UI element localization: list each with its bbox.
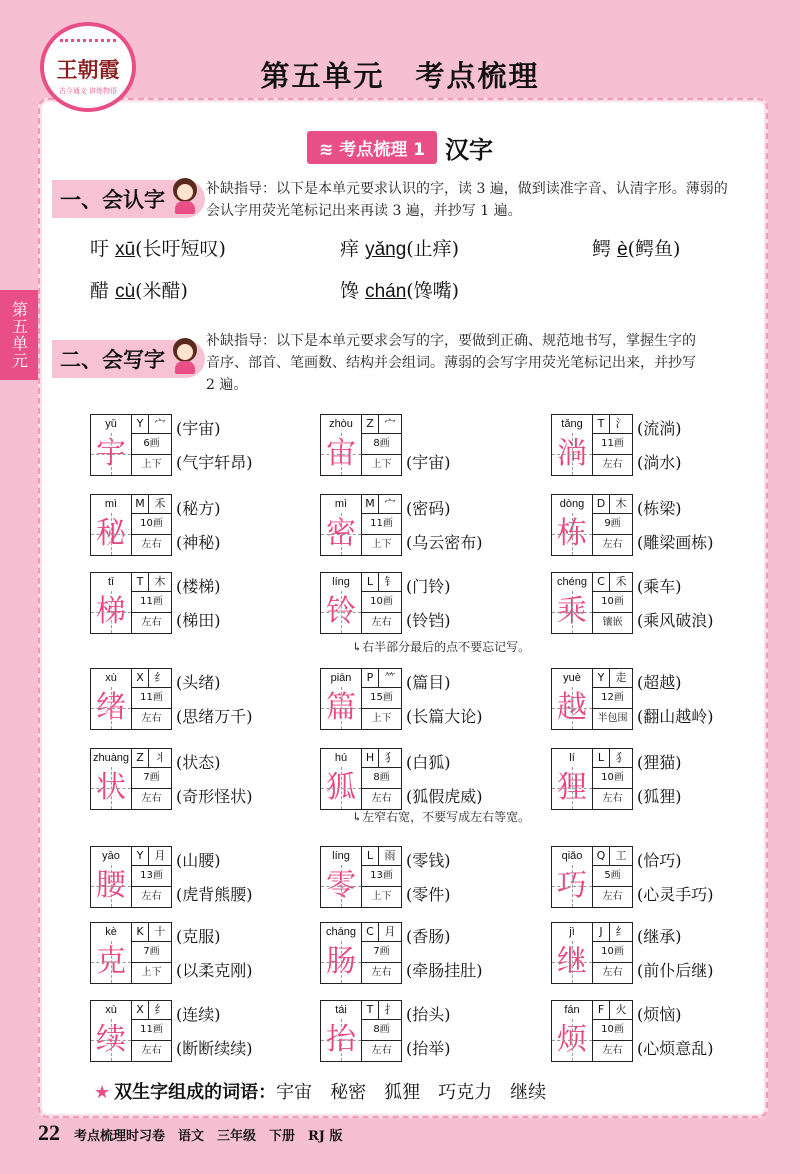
char-pinyin: líng <box>321 573 362 591</box>
rec-char: 醋 <box>90 280 110 302</box>
char-pinyin: dòng <box>552 495 593 513</box>
stroke-count: 11画 <box>132 687 171 709</box>
stroke-count: 13画 <box>362 865 401 887</box>
write-card <box>90 846 280 908</box>
char-initial: J <box>593 923 610 941</box>
write-card <box>320 1000 510 1062</box>
char-grid-box <box>320 748 402 810</box>
char-structure: 左右 <box>141 539 162 550</box>
char-radical: 纟 <box>154 671 166 684</box>
char-radical: 月 <box>384 925 396 938</box>
char-grid-box <box>320 922 402 984</box>
char-glyph: 烦 <box>552 1019 593 1061</box>
char-glyph: 梯 <box>91 591 132 633</box>
stroke-count: 11画 <box>362 513 401 535</box>
char-grid-box <box>320 572 402 634</box>
word-2: (梯田) <box>176 611 221 630</box>
char-glyph: 狸 <box>552 767 593 809</box>
tip-note: ↳左窄右宽，不要写成左右等宽。 <box>352 810 531 824</box>
word-2: (雕梁画栋) <box>637 533 714 552</box>
char-grid-box <box>551 748 633 810</box>
char-grid-box <box>90 1000 172 1062</box>
write-card <box>551 668 741 730</box>
recognize-item <box>90 234 226 261</box>
char-initial: K <box>132 923 149 941</box>
char-pinyin: chéng <box>552 573 593 591</box>
char-initial: Y <box>132 847 149 865</box>
stroke-count: 5画 <box>593 865 632 887</box>
write-card <box>320 414 510 476</box>
write-card <box>90 494 280 556</box>
word-1: (烦恼) <box>637 1005 682 1024</box>
word-2: (抬举) <box>406 1039 451 1058</box>
char-grid-box <box>90 668 172 730</box>
char-glyph: 克 <box>91 941 132 983</box>
char-initial: C <box>362 923 379 941</box>
logo-name: 王朝霞 <box>56 56 120 82</box>
word-2: (前仆后继) <box>637 961 714 980</box>
word-2: (长篇大论) <box>406 707 483 726</box>
char-pinyin: mì <box>91 495 132 513</box>
char-initial: Z <box>132 749 149 767</box>
write-card <box>551 748 741 810</box>
char-structure: 上下 <box>371 713 392 724</box>
side-tab: 第五单元 <box>0 290 38 380</box>
rec-char: 鳄 <box>592 238 612 260</box>
logo-sub: 古今通义 讲练物语 <box>58 86 118 95</box>
rec-pinyin: è <box>617 239 628 260</box>
char-pinyin: jì <box>552 923 593 941</box>
word-2: (断断续续) <box>176 1039 253 1058</box>
char-grid-box <box>320 1000 402 1062</box>
char-radical: 工 <box>615 849 627 862</box>
char-grid-box <box>90 414 172 476</box>
char-radical: 钅 <box>384 575 396 588</box>
page-footer <box>38 1120 342 1146</box>
char-structure: 左右 <box>602 539 623 550</box>
word-1: (克服) <box>176 927 221 946</box>
char-radical: 丬 <box>154 751 166 764</box>
word-2: (零件) <box>406 885 451 904</box>
char-radical: 宀 <box>154 417 166 430</box>
char-radical: 氵 <box>615 417 627 430</box>
word-2: (牵肠挂肚) <box>406 961 483 980</box>
word-2: (奇形怪状) <box>176 787 253 806</box>
char-pinyin: yǔ <box>91 415 132 433</box>
char-glyph: 续 <box>91 1019 132 1061</box>
char-initial: T <box>362 1001 379 1019</box>
stroke-count: 10画 <box>362 591 401 613</box>
char-glyph: 状 <box>91 767 132 809</box>
word-1: (头绪) <box>176 673 221 692</box>
word-1: (香肠) <box>406 927 451 946</box>
char-radical: 扌 <box>384 1003 396 1016</box>
char-grid-box <box>320 846 402 908</box>
char-pinyin: kè <box>91 923 132 941</box>
write-tag: 二、会写字 <box>52 340 205 378</box>
write-card <box>90 414 280 476</box>
char-initial: X <box>132 1001 149 1019</box>
char-pinyin: líng <box>321 847 362 865</box>
section-badge: ≋ 考点梳理 1 <box>307 131 437 164</box>
char-initial: Y <box>132 415 149 433</box>
char-pinyin: lí <box>552 749 593 767</box>
rec-word: (长吁短叹) <box>135 238 226 260</box>
char-structure: 上下 <box>141 459 162 470</box>
star-icon: ★ <box>94 1082 111 1103</box>
char-grid-box <box>551 1000 633 1062</box>
char-pinyin: zhòu <box>321 415 362 433</box>
word-1: (乘车) <box>637 577 682 596</box>
char-structure: 左右 <box>141 1045 162 1056</box>
footer-text: 考点梳理时习卷 语文 三年级 下册 RJ 版 <box>74 1129 343 1144</box>
recognize-item <box>340 234 459 261</box>
char-glyph: 腰 <box>91 865 132 907</box>
write-card <box>320 572 510 634</box>
char-structure: 镶嵌 <box>602 617 623 628</box>
char-radical: 火 <box>615 1003 627 1016</box>
write-card <box>551 1000 741 1062</box>
char-initial: Z <box>362 415 379 433</box>
word-2: (气宇轩昂) <box>176 453 253 472</box>
word-2: (翻山越岭) <box>637 707 714 726</box>
word-1: (密码) <box>406 499 451 518</box>
char-structure: 左右 <box>141 891 162 902</box>
char-structure: 上下 <box>371 459 392 470</box>
stroke-count: 10画 <box>593 591 632 613</box>
char-structure: 左右 <box>602 793 623 804</box>
recognize-item <box>90 276 188 303</box>
word-1: (山腰) <box>176 851 221 870</box>
write-card <box>320 922 510 984</box>
char-structure: 左右 <box>141 617 162 628</box>
rec-char: 馋 <box>340 280 360 302</box>
char-pinyin: qiǎo <box>552 847 593 865</box>
stroke-count: 10画 <box>132 513 171 535</box>
char-pinyin: zhuàng <box>91 749 132 767</box>
char-structure: 半包围 <box>597 713 628 724</box>
word-1: (篇目) <box>406 673 451 692</box>
stroke-count: 9画 <box>593 513 632 535</box>
char-structure: 左右 <box>371 1045 392 1056</box>
char-grid-box <box>551 572 633 634</box>
char-structure: 左右 <box>602 967 623 978</box>
char-radical: 禾 <box>615 575 627 588</box>
char-structure: 左右 <box>602 1045 623 1056</box>
char-glyph: 零 <box>321 865 362 907</box>
char-glyph: 淌 <box>552 433 593 475</box>
write-card <box>551 922 741 984</box>
recognize-tag: 一、会认字 <box>52 180 205 218</box>
char-grid-box <box>551 414 633 476</box>
char-initial: M <box>132 495 149 513</box>
char-radical: 宀 <box>384 497 396 510</box>
stroke-count: 15画 <box>362 687 401 709</box>
stroke-count: 7画 <box>132 941 171 963</box>
word-1: (栋梁) <box>637 499 682 518</box>
stroke-count: 11画 <box>132 591 171 613</box>
word-2: (心灵手巧) <box>637 885 714 904</box>
word-2: (铃铛) <box>406 611 451 630</box>
char-glyph: 绪 <box>91 687 132 729</box>
girl-icon <box>170 338 200 374</box>
char-glyph: 铃 <box>321 591 362 633</box>
char-glyph: 继 <box>552 941 593 983</box>
stroke-count: 7画 <box>132 767 171 789</box>
char-glyph: 栋 <box>552 513 593 555</box>
char-structure: 左右 <box>371 617 392 628</box>
word-2: (以柔克刚) <box>176 961 253 980</box>
page-title: 第五单元 考点梳理 <box>260 59 540 93</box>
recognize-note: 补缺指导：以下是本单元要求认识的字，读 3 遍，做到读准字音、认清字形。薄弱的 会认字用荧光笔标记出来再读 3 遍，并抄写 1 遍。 <box>206 181 728 219</box>
char-initial: Y <box>593 669 610 687</box>
char-grid-box <box>320 668 402 730</box>
word-1: (零钱) <box>406 851 451 870</box>
char-pinyin: hú <box>321 749 362 767</box>
char-pinyin: yuè <box>552 669 593 687</box>
stroke-count: 11画 <box>132 1019 171 1041</box>
char-pinyin: mì <box>321 495 362 513</box>
char-structure: 左右 <box>141 793 162 804</box>
stroke-count: 8画 <box>362 1019 401 1041</box>
char-structure: 左右 <box>602 459 623 470</box>
page-number: 22 <box>38 1120 60 1145</box>
char-radical: 宀 <box>384 417 396 430</box>
word-2: (宇宙) <box>406 453 451 472</box>
stroke-count: 13画 <box>132 865 171 887</box>
tip-note: ↳右半部分最后的点不要忘记写。 <box>352 640 531 654</box>
char-initial: P <box>362 669 379 687</box>
char-radical: 禾 <box>154 497 166 510</box>
char-pinyin: xù <box>91 669 132 687</box>
char-pinyin: tǎng <box>552 415 593 433</box>
char-grid-box <box>320 494 402 556</box>
char-glyph: 乘 <box>552 591 593 633</box>
char-glyph: 越 <box>552 687 593 729</box>
char-radical: 纟 <box>615 925 627 938</box>
rec-word: (鳄鱼) <box>627 238 681 260</box>
word-2: (心烦意乱) <box>637 1039 714 1058</box>
char-grid-box <box>551 494 633 556</box>
char-pinyin: piān <box>321 669 362 687</box>
char-glyph: 秘 <box>91 513 132 555</box>
rec-pinyin: cù <box>115 281 136 302</box>
char-structure: 左右 <box>602 891 623 902</box>
stroke-count: 10画 <box>593 1019 632 1041</box>
char-initial: L <box>362 573 379 591</box>
char-grid-box <box>90 846 172 908</box>
section-title: 汉字 <box>444 136 493 164</box>
char-radical: 月 <box>154 849 166 862</box>
write-card <box>90 668 280 730</box>
word-2: (淌水) <box>637 453 682 472</box>
char-glyph: 篇 <box>321 687 362 729</box>
char-initial: T <box>593 415 610 433</box>
char-grid-box <box>90 922 172 984</box>
char-structure: 左右 <box>371 793 392 804</box>
word-1: (流淌) <box>637 419 682 438</box>
word-1: (继承) <box>637 927 682 946</box>
char-structure: 上下 <box>371 539 392 550</box>
char-pinyin: cháng <box>321 923 362 941</box>
char-structure: 上下 <box>371 891 392 902</box>
write-card <box>551 572 741 634</box>
word-1: (状态) <box>176 753 221 772</box>
word-1: (秘方) <box>176 499 221 518</box>
write-card <box>90 1000 280 1062</box>
rec-char: 痒 <box>340 238 360 260</box>
word-2: (虎背熊腰) <box>176 885 253 904</box>
word-2: (神秘) <box>176 533 221 552</box>
char-initial: T <box>132 573 149 591</box>
char-initial: F <box>593 1001 610 1019</box>
rec-pinyin: chán <box>365 281 407 302</box>
word-1: (宇宙) <box>176 419 221 438</box>
char-pinyin: xù <box>91 1001 132 1019</box>
char-initial: X <box>132 669 149 687</box>
word-1: (恰巧) <box>637 851 682 870</box>
char-grid-box <box>90 572 172 634</box>
char-radical: 十 <box>154 925 166 938</box>
stroke-count: 12画 <box>593 687 632 709</box>
char-pinyin: yāo <box>91 847 132 865</box>
char-grid-box <box>90 494 172 556</box>
rec-word: (馋嘴) <box>406 280 460 302</box>
char-pinyin: tái <box>321 1001 362 1019</box>
char-initial: H <box>362 749 379 767</box>
write-card <box>320 668 510 730</box>
word-2: (乌云密布) <box>406 533 483 552</box>
char-pinyin: tī <box>91 573 132 591</box>
write-card <box>551 494 741 556</box>
char-structure: 左右 <box>141 713 162 724</box>
char-grid-box <box>551 668 633 730</box>
char-glyph: 抬 <box>321 1019 362 1061</box>
stroke-count: 8画 <box>362 767 401 789</box>
crown-icon <box>60 39 116 52</box>
stroke-count: 7画 <box>362 941 401 963</box>
char-glyph: 巧 <box>552 865 593 907</box>
char-grid-box <box>551 846 633 908</box>
write-card <box>551 846 741 908</box>
char-radical: 木 <box>154 575 166 588</box>
write-card <box>320 846 510 908</box>
char-glyph: 宇 <box>91 433 132 475</box>
write-note: 补缺指导：以下是本单元要求会写的字，要做到正确、规范地书写，掌握生字的 音序、部首、笔画数、结构并会组词。薄弱的会写字用荧光笔标记出来，并抄写 2 遍。 <box>206 333 696 393</box>
char-glyph: 狐 <box>321 767 362 809</box>
char-initial: L <box>593 749 610 767</box>
word-1: (楼梯) <box>176 577 221 596</box>
word-1: (连续) <box>176 1005 221 1024</box>
girl-icon <box>170 178 200 214</box>
rec-pinyin: yǎng <box>365 239 407 260</box>
word-1: (狸猫) <box>637 753 682 772</box>
write-card <box>320 748 510 810</box>
summary-line: ★ 双生字组成的词语：宇宙 秘密 狐狸 巧克力 继续 <box>94 1082 547 1103</box>
char-glyph: 宙 <box>321 433 362 475</box>
rec-word: (米醋) <box>135 280 188 302</box>
word-2: (乘风破浪) <box>637 611 714 630</box>
write-card <box>551 414 741 476</box>
word-1: (超越) <box>637 673 682 692</box>
char-structure: 左右 <box>371 967 392 978</box>
char-initial: M <box>362 495 379 513</box>
char-initial: L <box>362 847 379 865</box>
rec-char: 吁 <box>90 238 110 260</box>
stroke-count: 10画 <box>593 941 632 963</box>
write-card <box>90 748 280 810</box>
word-2: (狐假虎威) <box>406 787 483 806</box>
char-radical: 雨 <box>384 849 396 862</box>
word-2: (思绪万千) <box>176 707 253 726</box>
stroke-count: 8画 <box>362 433 401 455</box>
word-1: (门铃) <box>406 577 451 596</box>
stroke-count: 10画 <box>593 767 632 789</box>
char-initial: Q <box>593 847 610 865</box>
stroke-count: 11画 <box>593 433 632 455</box>
char-grid-box <box>90 748 172 810</box>
char-radical: 走 <box>615 671 627 684</box>
stroke-count: 6画 <box>132 433 171 455</box>
char-structure: 上下 <box>141 967 162 978</box>
char-radical: ⺮ <box>384 671 396 684</box>
char-initial: D <box>593 495 610 513</box>
char-grid-box <box>320 414 402 476</box>
word-2: (狐狸) <box>637 787 682 806</box>
char-radical: 木 <box>615 497 627 510</box>
recognize-item <box>340 276 459 303</box>
char-radical: 犭 <box>384 751 396 764</box>
section-header <box>0 130 800 165</box>
rec-pinyin: xū <box>115 239 136 260</box>
char-radical: 犭 <box>615 751 627 764</box>
char-glyph: 密 <box>321 513 362 555</box>
char-glyph: 肠 <box>321 941 362 983</box>
word-1: (白狐) <box>406 753 451 772</box>
write-card <box>90 572 280 634</box>
char-initial: C <box>593 573 610 591</box>
char-radical: 纟 <box>154 1003 166 1016</box>
recognize-item <box>592 234 680 261</box>
write-card <box>90 922 280 984</box>
char-grid-box <box>551 922 633 984</box>
char-pinyin: fán <box>552 1001 593 1019</box>
word-1: (抬头) <box>406 1005 451 1024</box>
rec-word: (止痒) <box>406 238 460 260</box>
write-card <box>320 494 510 556</box>
